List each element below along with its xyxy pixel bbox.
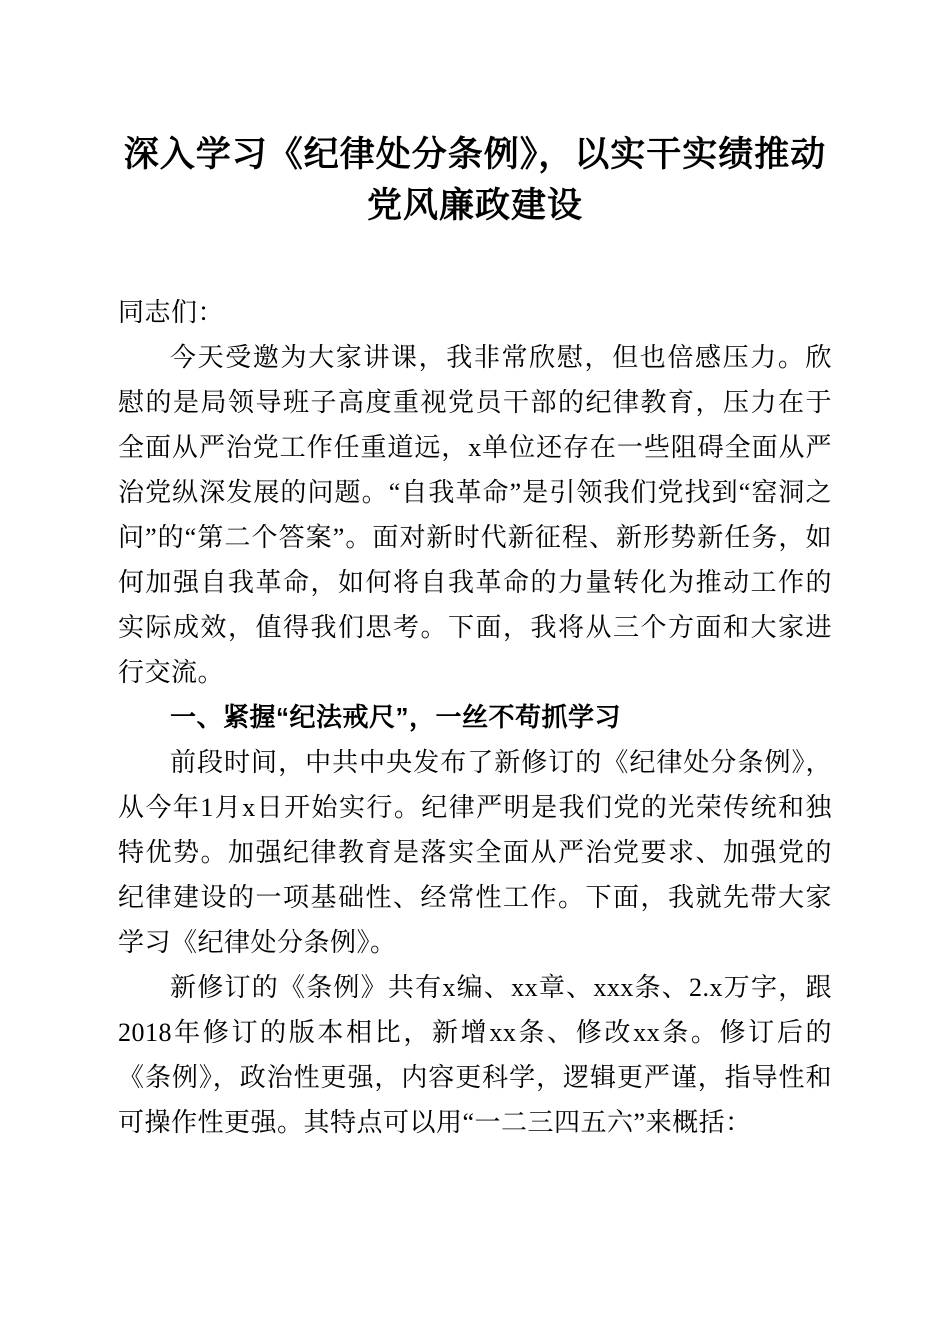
- document-title: 深入学习《纪律处分条例》，以实干实绩推动党风廉政建设: [123, 135, 827, 225]
- salutation-line: 同志们：: [118, 297, 225, 327]
- section-heading-1: 一、紧握“纪法戒尺”，一丝不苟抓学习: [170, 701, 622, 732]
- paragraph-regulation-intro: 前段时间，中共中央发布了新修订的《纪律处分条例》，从今年1月x日开始实行。纪律严明是我们党的光荣传统和独特优势。加强纪律教育是落实全面从严治党要求、加强党的纪律建设的一项基础性、经常性工作。下面，我就先带大家学习《纪律处分条例》。: [118, 747, 832, 957]
- paragraph-intro: 今天受邀为大家讲课，我非常欣慰，但也倍感压力。欣慰的是局领导班子高度重视党员干部的纪律教育，压力在于全面从严治党工作任重道远，x单位还存在一些阻碍全面从严治党纵深发展的问题。“自我革命”是引领我们党找到“窑洞之问”的“第二个答案”。面对新时代新征程、新形势新任务，如何加强自我革命，如何将自我革命的力量转化为推动工作的实际成效，值得我们思考。下面，我将从三个方面和大家进行交流。: [118, 342, 832, 687]
- paragraph-regulation-details: 新修订的《条例》共有x编、xx章、xxx条、2.x万字，跟2018年修订的版本相比，新增xx条、修改xx条。修订后的《条例》，政治性更强，内容更科学，逻辑更严谨，指导性和可操作性更强。其特点可以用“一二三四五六”来概括：: [118, 972, 832, 1137]
